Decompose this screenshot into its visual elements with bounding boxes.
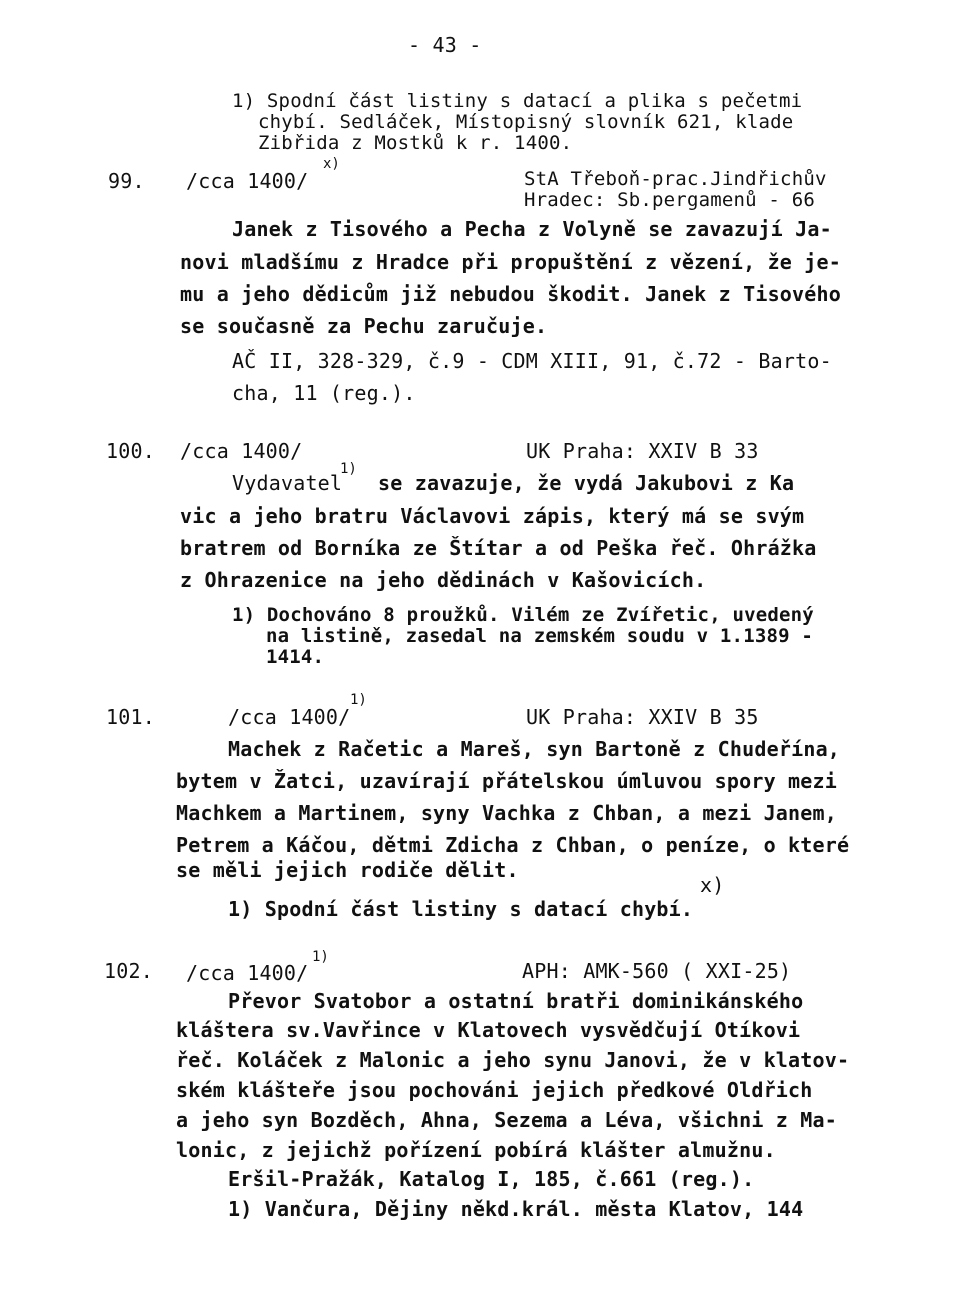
archive-reference: UK Praha: XXIV B 35	[526, 705, 759, 729]
annotation-mark: x)	[700, 873, 725, 897]
page-number: - 43 -	[408, 33, 482, 57]
regest-line: bytem v Žatci, uzavírají přátelskou úmluvou spory mezi	[176, 769, 838, 793]
entry-number: 101.	[106, 705, 155, 729]
literature-reference: cha, 11 (reg.).	[232, 381, 416, 405]
archive-reference: APH: AMK-560 ( XXI-25)	[522, 959, 792, 983]
footnote-line: Zibřida z Mostků k r. 1400.	[258, 132, 573, 154]
annotation-mark: x)	[323, 156, 340, 172]
entry-date: /cca 1400/	[180, 439, 303, 463]
entry-number: 100.	[106, 439, 155, 463]
entry-date: /cca 1400/	[186, 961, 309, 985]
footnote-line: 1) Vančura, Dějiny někd.král. města Klatov, 144	[228, 1197, 804, 1221]
literature-reference: Eršil-Pražák, Katalog I, 185, č.661 (reg.).	[228, 1167, 755, 1191]
archive-reference: UK Praha: XXIV B 33	[526, 439, 759, 463]
regest-line: ském klášteře jsou pochováni jejich předkové Oldřich	[176, 1078, 813, 1102]
regest-line: kláštera sv.Vavřince v Klatovech vysvědčují Otíkovi	[176, 1018, 801, 1042]
footnote-mark: 1)	[312, 949, 329, 965]
regest-line: z Ohrazenice na jeho dědinách v Kašovicích.	[180, 568, 707, 592]
regest-line: Janek z Tisového a Pecha z Volyně se zavazují Ja-	[232, 217, 832, 241]
regest-line: a jeho syn Bozděch, Ahna, Sezema a Léva, všichni z Ma-	[176, 1108, 838, 1132]
regest-line: řeč. Koláček z Malonic a jeho synu Janovi, že v klatov-	[176, 1048, 850, 1072]
literature-reference: AČ II, 328-329, č.9 - CDM XIII, 91, č.72 - Barto-	[232, 349, 832, 373]
archive-reference: StA Třeboň-prac.Jindřichův	[524, 168, 827, 190]
archive-reference: Hradec: Sb.pergamenů - 66	[524, 189, 815, 211]
regest-line: se zavazuje, že vydá Jakubovi z Ka	[378, 471, 795, 495]
entry-number: 99.	[108, 169, 145, 193]
footnote-line: 1) Dochováno 8 proužků. Vilém ze Zvířetic, uvedený	[232, 604, 814, 626]
regest-first-word: Vydavatel	[232, 471, 343, 495]
entry-date: /cca 1400/	[186, 169, 309, 193]
regest-line: lonic, z jejichž pořízení pobírá klášter almužnu.	[176, 1138, 776, 1162]
regest-line: bratrem od Borníka ze Štítar a od Peška řeč. Ohrážka	[180, 536, 817, 560]
regest-line: Petrem a Káčou, dětmi Zdicha z Chban, o peníze, o které	[176, 833, 850, 857]
regest-line: se měli jejich rodiče dělit.	[176, 858, 519, 882]
regest-line: Převor Svatobor a ostatní bratři dominikánského	[228, 989, 804, 1013]
footnote-line: 1) Spodní část listiny s datací chybí.	[228, 897, 694, 921]
footnote-line: chybí. Sedláček, Místopisný slovník 621, klade	[258, 111, 794, 133]
footnote-line: 1) Spodní část listiny s datací a plika s pečetmi	[232, 90, 803, 112]
regest-line: Machkem a Martinem, syny Vachka z Chban, a mezi Janem,	[176, 801, 838, 825]
regest-line: vic a jeho bratru Václavovi zápis, který má se svým	[180, 504, 805, 528]
footnote-mark: 1)	[340, 461, 357, 477]
footnote-line: na listině, zasedal na zemském soudu v 1.1389 -	[266, 625, 814, 647]
footnote-mark: 1)	[350, 692, 367, 708]
regest-line: Machek z Račetic a Mareš, syn Bartoně z Chudeřína,	[228, 737, 841, 761]
regest-line: novi mladšímu z Hradce při propuštění z vězení, že je-	[180, 250, 842, 274]
entry-number: 102.	[104, 959, 153, 983]
regest-line: mu a jeho dědicům již nebudou škodit. Janek z Tisového	[180, 282, 842, 306]
entry-date: /cca 1400/	[228, 705, 351, 729]
footnote-line: 1414.	[266, 646, 325, 668]
regest-line: se současně za Pechu zaručuje.	[180, 314, 548, 338]
